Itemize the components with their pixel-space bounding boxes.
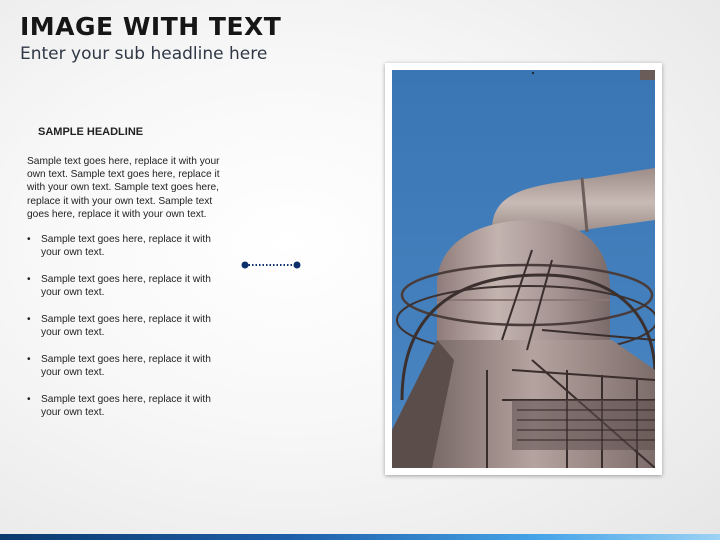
bullet-marker: • xyxy=(27,354,31,366)
bullet-item xyxy=(27,273,227,299)
top-right-fragment xyxy=(640,70,655,80)
connector-end-dot xyxy=(294,262,301,269)
bullet-item xyxy=(27,233,227,259)
bullet-item xyxy=(27,393,227,419)
bullet-item xyxy=(27,313,227,339)
industrial-tower-photo xyxy=(392,70,655,468)
dotted-connector xyxy=(239,258,305,272)
bullet-text: Sample text goes here, replace it with your own text. xyxy=(41,314,211,339)
text-content xyxy=(27,126,227,433)
slide-title: IMAGE WITH TEXT xyxy=(20,12,282,41)
bullet-marker: • xyxy=(27,394,31,406)
grating-platform xyxy=(512,400,655,450)
photo-frame xyxy=(385,63,662,475)
bullet-list xyxy=(27,233,227,419)
bullet-marker: • xyxy=(27,274,31,286)
section-heading: SAMPLE HEADLINE xyxy=(38,126,144,138)
bullet-marker: • xyxy=(27,234,31,246)
body-paragraph: Sample text goes here, replace it with your own text. Sample text goes here, replace it with your own text. Sample text goes here, replace it with your own text. Sample text goes here, replace it with your own text. xyxy=(27,156,220,220)
bullet-text: Sample text goes here, replace it with your own text. xyxy=(41,394,211,419)
connector-start-dot xyxy=(242,262,249,269)
bullet-text: Sample text goes here, replace it with your own text. xyxy=(41,354,211,379)
bullet-text: Sample text goes here, replace it with your own text. xyxy=(41,274,211,299)
bullet-text: Sample text goes here, replace it with your own text. xyxy=(41,234,211,259)
slide-subtitle: Enter your sub headline here xyxy=(20,44,268,64)
bullet-marker: • xyxy=(27,314,31,326)
bullet-item xyxy=(27,353,227,379)
distant-bird xyxy=(532,72,534,74)
footer-accent-bar xyxy=(0,534,720,540)
